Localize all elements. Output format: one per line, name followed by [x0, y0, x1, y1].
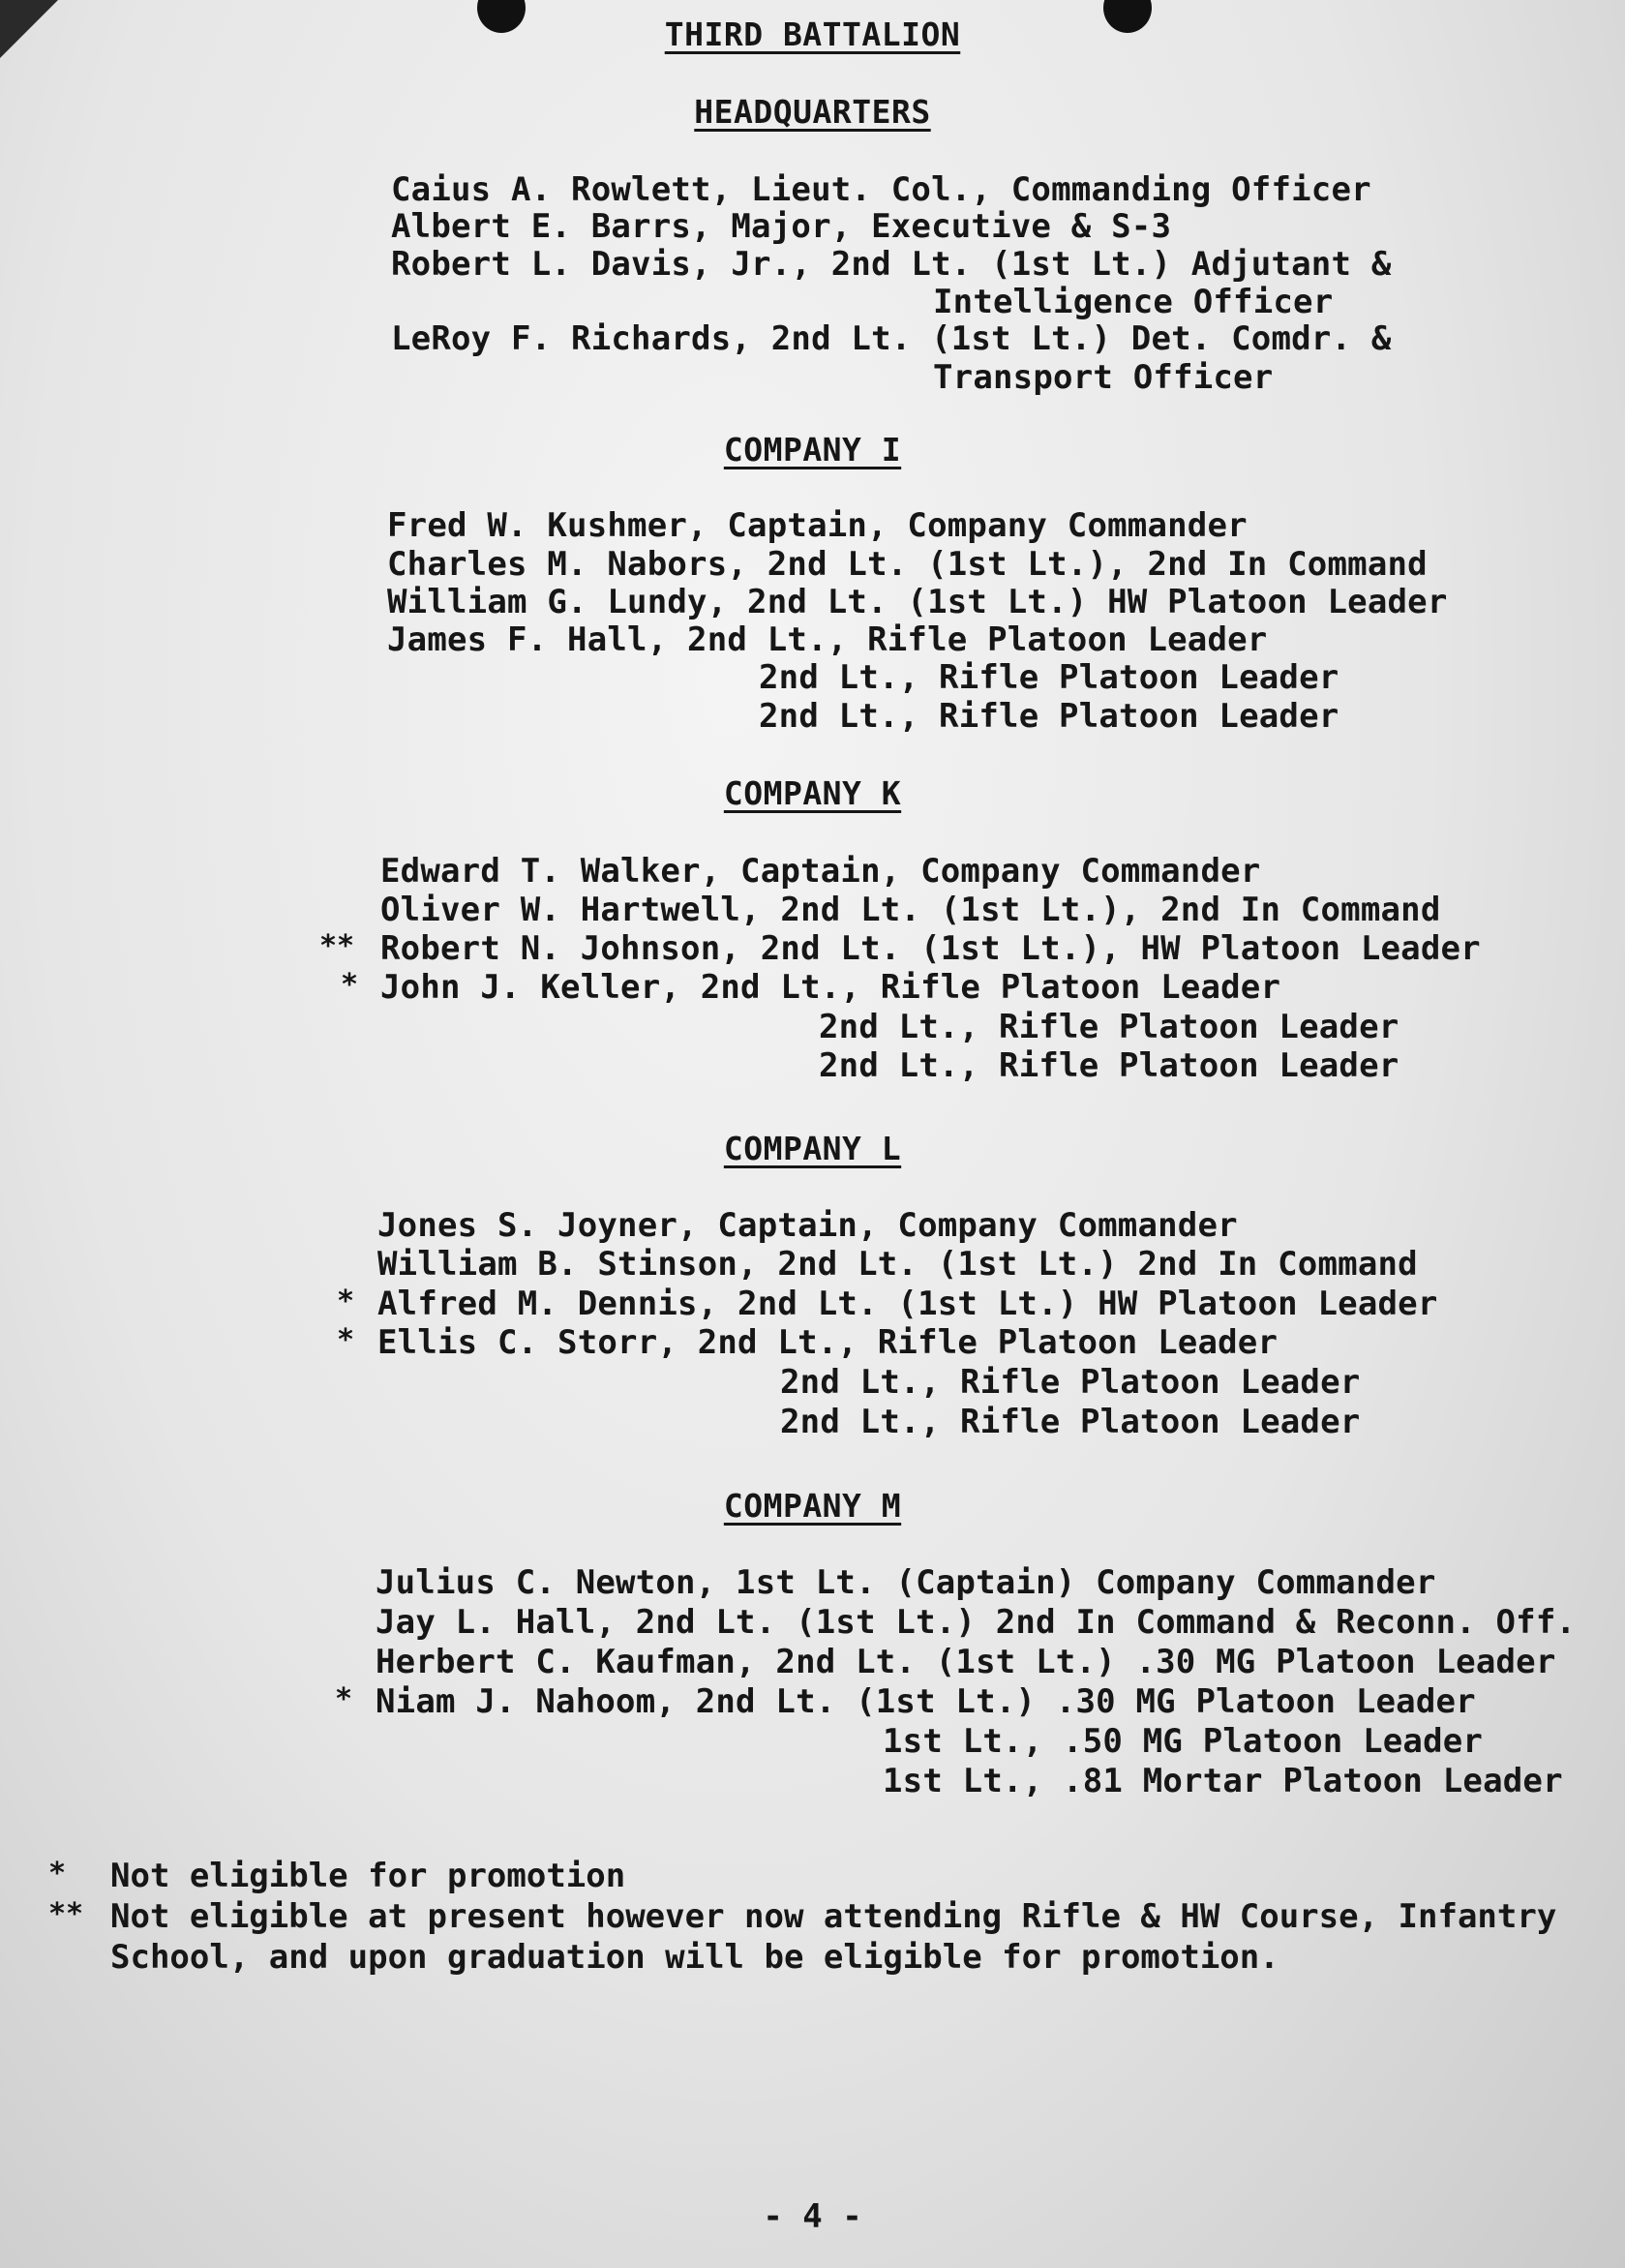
footnote-mark-2: **	[48, 1897, 84, 1931]
company-m-line-2: Jay L. Hall, 2nd Lt. (1st Lt.) 2nd In Command & Reconn. Off.	[376, 1603, 1577, 1642]
hq-line-5: LeRoy F. Richards, 2nd Lt. (1st Lt.) Det. Comdr. &	[391, 319, 1392, 358]
company-i-heading: COMPANY I	[723, 431, 902, 469]
ineligible-asterisk: *	[337, 1323, 355, 1357]
ineligible-asterisk: *	[337, 1285, 355, 1318]
hq-line-4: Intelligence Officer	[933, 283, 1334, 321]
company-l-line-3: Alfred M. Dennis, 2nd Lt. (1st Lt.) HW Platoon Leader	[377, 1285, 1438, 1323]
company-i-line-3: William G. Lundy, 2nd Lt. (1st Lt.) HW Platoon Leader	[387, 583, 1448, 621]
ineligible-asterisk: *	[341, 968, 359, 1002]
company-k-line-2: Oliver W. Hartwell, 2nd Lt. (1st Lt.), 2nd In Command	[380, 891, 1441, 929]
company-m-line-1: Julius C. Newton, 1st Lt. (Captain) Company Commander	[376, 1563, 1436, 1602]
company-k-line-4: John J. Keller, 2nd Lt., Rifle Platoon Leader	[380, 968, 1281, 1007]
hq-line-2: Albert E. Barrs, Major, Executive & S-3	[391, 207, 1172, 246]
company-k-line-1: Edward T. Walker, Captain, Company Commander	[380, 852, 1261, 891]
company-i-line-4: James F. Hall, 2nd Lt., Rifle Platoon Leader	[387, 620, 1268, 659]
footnote-2: Not eligible at present however now attending Rifle & HW Course, Infantry	[110, 1897, 1557, 1936]
hq-line-6: Transport Officer	[933, 358, 1274, 397]
company-m-line-3: Herbert C. Kaufman, 2nd Lt. (1st Lt.) .30 MG Platoon Leader	[376, 1643, 1556, 1681]
company-k-line-6: 2nd Lt., Rifle Platoon Leader	[819, 1046, 1399, 1085]
company-l-line-1: Jones S. Joyner, Captain, Company Commander	[377, 1206, 1238, 1245]
company-l-line-2: William B. Stinson, 2nd Lt. (1st Lt.) 2nd In Command	[377, 1245, 1418, 1284]
company-m-line-5: 1st Lt., .50 MG Platoon Leader	[883, 1722, 1484, 1761]
company-m-heading: COMPANY M	[723, 1487, 902, 1525]
company-i-line-6: 2nd Lt., Rifle Platoon Leader	[759, 697, 1339, 736]
footnote-2-continued: School, and upon graduation will be eligible for promotion.	[110, 1938, 1279, 1977]
ineligible-double-asterisk: **	[319, 929, 355, 963]
hq-line-3: Robert L. Davis, Jr., 2nd Lt. (1st Lt.) Adjutant &	[391, 245, 1392, 284]
footnote-1: Not eligible for promotion	[110, 1857, 626, 1895]
hq-line-1: Caius A. Rowlett, Lieut. Col., Commanding Officer	[391, 170, 1371, 209]
company-m-line-4: Niam J. Nahoom, 2nd Lt. (1st Lt.) .30 MG Platoon Leader	[376, 1682, 1476, 1721]
company-i-line-2: Charles M. Nabors, 2nd Lt. (1st Lt.), 2nd In Command	[387, 545, 1428, 584]
footnote-mark-1: *	[48, 1857, 67, 1890]
company-k-heading: COMPANY K	[723, 774, 902, 812]
company-l-line-6: 2nd Lt., Rifle Platoon Leader	[780, 1403, 1361, 1441]
document-title: THIRD BATTALION	[664, 15, 961, 53]
company-l-heading: COMPANY L	[723, 1130, 902, 1167]
company-k-line-3: Robert N. Johnson, 2nd Lt. (1st Lt.), HW Platoon Leader	[380, 929, 1481, 968]
company-l-line-5: 2nd Lt., Rifle Platoon Leader	[780, 1363, 1361, 1402]
page-number: - 4 -	[763, 2197, 862, 2236]
ineligible-asterisk: *	[335, 1682, 353, 1716]
company-i-line-1: Fred W. Kushmer, Captain, Company Commander	[387, 506, 1248, 545]
company-l-line-4: Ellis C. Storr, 2nd Lt., Rifle Platoon Leader	[377, 1323, 1279, 1362]
company-m-line-6: 1st Lt., .81 Mortar Platoon Leader	[883, 1762, 1563, 1800]
company-k-line-5: 2nd Lt., Rifle Platoon Leader	[819, 1008, 1399, 1046]
company-i-line-5: 2nd Lt., Rifle Platoon Leader	[759, 658, 1339, 697]
headquarters-heading: HEADQUARTERS	[694, 93, 931, 131]
